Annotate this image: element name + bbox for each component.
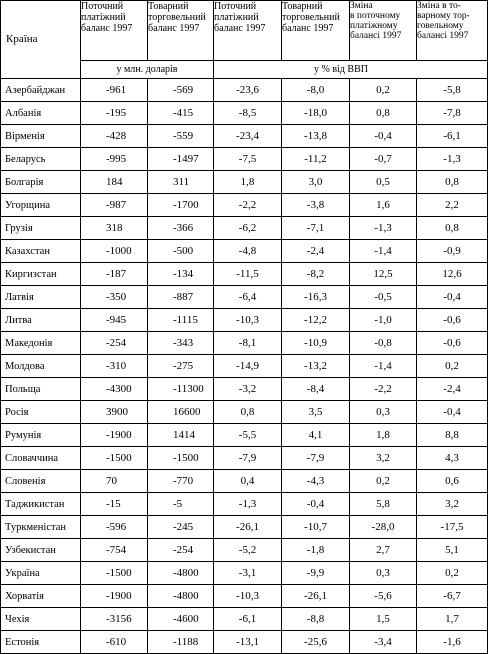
current-account-usd-cell: -754	[81, 539, 148, 562]
trade-balance-change-cell: 0,2	[417, 562, 488, 585]
table-row	[1, 125, 488, 148]
unit-gdp-label: у % від ВВП	[214, 61, 488, 79]
country-cell: Вірменія	[1, 125, 81, 148]
trade-balance-usd-cell: -275	[148, 355, 214, 378]
trade-balance-gdp-cell: 3,0	[282, 171, 350, 194]
country-cell: Україна	[1, 562, 81, 585]
country-cell: Азербайджан	[1, 79, 81, 102]
current-account-change-cell: -0,4	[350, 125, 417, 148]
table-row	[1, 562, 488, 585]
trade-balance-gdp-cell: -13,8	[282, 125, 350, 148]
current-account-gdp-cell: 1,8	[214, 171, 282, 194]
trade-balance-change-cell: 0,2	[417, 355, 488, 378]
trade-balance-change-cell: 3,2	[417, 493, 488, 516]
country-cell: Болгарія	[1, 171, 81, 194]
trade-balance-gdp-cell: -16,3	[282, 286, 350, 309]
table-row	[1, 631, 488, 654]
trade-balance-usd-cell: -1188	[148, 631, 214, 654]
table-row	[1, 355, 488, 378]
trade-balance-usd-cell: -4800	[148, 562, 214, 585]
current-account-change-cell: 1,6	[350, 194, 417, 217]
current-account-usd-cell: -945	[81, 309, 148, 332]
current-account-change-cell: 0,2	[350, 470, 417, 493]
trade-balance-gdp-cell: -4,3	[282, 470, 350, 493]
current-account-gdp-cell: -8,5	[214, 102, 282, 125]
country-cell: Польща	[1, 378, 81, 401]
current-account-usd-cell: 70	[81, 470, 148, 493]
trade-balance-change-cell: -1,6	[417, 631, 488, 654]
table-row	[1, 493, 488, 516]
trade-balance-gdp-cell: -13,2	[282, 355, 350, 378]
country-cell: Македонія	[1, 332, 81, 355]
current-account-gdp-cell: -3,1	[214, 562, 282, 585]
current-account-change-cell: -0,8	[350, 332, 417, 355]
trade-balance-change-cell: 4,3	[417, 447, 488, 470]
country-cell: Литва	[1, 309, 81, 332]
trade-balance-gdp-cell: -26,1	[282, 585, 350, 608]
table-row	[1, 79, 488, 102]
current-account-usd-cell: -428	[81, 125, 148, 148]
current-account-gdp-cell: -23,4	[214, 125, 282, 148]
country-cell: Беларусь	[1, 148, 81, 171]
current-account-change-cell: 3,2	[350, 447, 417, 470]
trade-balance-usd-cell: -887	[148, 286, 214, 309]
current-account-change-cell: 5,8	[350, 493, 417, 516]
trade-balance-gdp-cell: -0,4	[282, 493, 350, 516]
current-account-usd-cell: -187	[81, 263, 148, 286]
trade-balance-usd-cell: -4600	[148, 608, 214, 631]
current-account-usd-cell: -1500	[81, 447, 148, 470]
current-account-change-cell: 0,8	[350, 102, 417, 125]
current-account-gdp-cell: -7,9	[214, 447, 282, 470]
trade-balance-change-cell: -0,6	[417, 332, 488, 355]
current-account-usd-cell: -4300	[81, 378, 148, 401]
table-row	[1, 102, 488, 125]
trade-balance-change-cell: 0,8	[417, 171, 488, 194]
country-cell: Грузія	[1, 217, 81, 240]
current-account-gdp-cell: -10,3	[214, 585, 282, 608]
current-account-change-cell: 12,5	[350, 263, 417, 286]
current-account-gdp-cell: -2,2	[214, 194, 282, 217]
trade-balance-gdp-cell: -8,0	[282, 79, 350, 102]
current-account-change-cell: -1,4	[350, 355, 417, 378]
trade-balance-change-cell: -6,1	[417, 125, 488, 148]
current-account-usd-cell: -310	[81, 355, 148, 378]
current-account-gdp-cell: 0,4	[214, 470, 282, 493]
country-cell: Хорватія	[1, 585, 81, 608]
trade-balance-change-cell: -17,5	[417, 516, 488, 539]
table-row	[1, 516, 488, 539]
country-cell: Казахстан	[1, 240, 81, 263]
current-account-usd-cell: -3156	[81, 608, 148, 631]
current-account-usd-cell: -1900	[81, 424, 148, 447]
trade-balance-usd-cell: -4800	[148, 585, 214, 608]
trade-balance-usd-cell: -1500	[148, 447, 214, 470]
country-column-header: Країна	[1, 1, 81, 79]
table-row	[1, 585, 488, 608]
current-account-change-cell: -5,6	[350, 585, 417, 608]
country-cell: Киргизстан	[1, 263, 81, 286]
current-account-change-cell: 0,5	[350, 171, 417, 194]
current-account-gdp-cell: -1,3	[214, 493, 282, 516]
current-account-change-cell: -0,7	[350, 148, 417, 171]
current-account-change-cell: -28,0	[350, 516, 417, 539]
trade-balance-gdp-cell: -8,8	[282, 608, 350, 631]
trade-balance-usd-cell: -559	[148, 125, 214, 148]
trade-balance-usd-cell: -1700	[148, 194, 214, 217]
trade-balance-change-cell: -5,8	[417, 79, 488, 102]
current-account-gdp-header: Поточний платіжний баланс 1997	[214, 1, 282, 61]
table-row	[1, 263, 488, 286]
current-account-usd-cell: -350	[81, 286, 148, 309]
country-cell: Латвія	[1, 286, 81, 309]
table-row	[1, 424, 488, 447]
current-account-change-cell: 1,8	[350, 424, 417, 447]
table-row	[1, 286, 488, 309]
trade-balance-usd-cell: -5	[148, 493, 214, 516]
trade-balance-change-cell: -2,4	[417, 378, 488, 401]
current-account-gdp-cell: -5,5	[214, 424, 282, 447]
current-account-usd-cell: -987	[81, 194, 148, 217]
trade-balance-usd-cell: -343	[148, 332, 214, 355]
country-cell: Молдова	[1, 355, 81, 378]
current-account-usd-cell: -1900	[81, 585, 148, 608]
current-account-gdp-cell: -6,4	[214, 286, 282, 309]
current-account-change-cell: -1,4	[350, 240, 417, 263]
trade-balance-change-cell: -0,9	[417, 240, 488, 263]
trade-balance-gdp-cell: -9,9	[282, 562, 350, 585]
trade-balance-usd-cell: -134	[148, 263, 214, 286]
current-account-usd-cell: 318	[81, 217, 148, 240]
trade-balance-gdp-cell: 4,1	[282, 424, 350, 447]
country-cell: Естонія	[1, 631, 81, 654]
trade-balance-gdp-cell: -25,6	[282, 631, 350, 654]
trade-balance-gdp-cell: -11,2	[282, 148, 350, 171]
country-cell: Туркменістан	[1, 516, 81, 539]
current-account-gdp-cell: -26,1	[214, 516, 282, 539]
current-account-change-cell: 0,3	[350, 401, 417, 424]
table-row	[1, 148, 488, 171]
trade-balance-gdp-header: Товарний торговельний баланс 1997	[282, 1, 350, 61]
current-account-gdp-cell: -13,1	[214, 631, 282, 654]
trade-balance-gdp-cell: -2,4	[282, 240, 350, 263]
current-account-gdp-cell: -8,1	[214, 332, 282, 355]
table-row	[1, 470, 488, 493]
trade-balance-usd-cell: -366	[148, 217, 214, 240]
current-account-gdp-cell: -6,2	[214, 217, 282, 240]
current-account-change-cell: 0,2	[350, 79, 417, 102]
current-account-usd-cell: -596	[81, 516, 148, 539]
table-row	[1, 401, 488, 424]
trade-balance-usd-cell: 1414	[148, 424, 214, 447]
current-account-gdp-cell: 0,8	[214, 401, 282, 424]
trade-balance-change-cell: -0,6	[417, 309, 488, 332]
current-account-gdp-cell: -10,3	[214, 309, 282, 332]
trade-balance-usd-cell: -500	[148, 240, 214, 263]
country-cell: Словаччина	[1, 447, 81, 470]
current-account-change-cell: -3,4	[350, 631, 417, 654]
current-account-gdp-cell: -3,2	[214, 378, 282, 401]
current-account-usd-cell: -254	[81, 332, 148, 355]
trade-balance-change-cell: -0,4	[417, 401, 488, 424]
trade-balance-change-cell: -0,4	[417, 286, 488, 309]
current-account-usd-cell: -610	[81, 631, 148, 654]
trade-balance-usd-cell: -11300	[148, 378, 214, 401]
country-cell: Росія	[1, 401, 81, 424]
trade-balance-usd-cell: -1497	[148, 148, 214, 171]
header-row	[1, 1, 488, 61]
trade-balance-gdp-cell: -12,2	[282, 309, 350, 332]
trade-balance-gdp-cell: -10,7	[282, 516, 350, 539]
unit-usd-label: у млн. доларів	[81, 61, 214, 79]
trade-balance-usd-cell: -254	[148, 539, 214, 562]
current-account-usd-cell: -995	[81, 148, 148, 171]
table-row	[1, 332, 488, 355]
current-account-gdp-cell: -7,5	[214, 148, 282, 171]
current-account-usd-header: Поточний платіжний баланс 1997	[81, 1, 148, 61]
trade-balance-change-header: Зміна в то- варному тор- говельному балансі 1997	[417, 1, 488, 61]
current-account-gdp-cell: -6,1	[214, 608, 282, 631]
current-account-change-cell: 1,5	[350, 608, 417, 631]
current-account-gdp-cell: -11,5	[214, 263, 282, 286]
table-row	[1, 378, 488, 401]
current-account-usd-cell: -1000	[81, 240, 148, 263]
trade-balance-usd-cell: -569	[148, 79, 214, 102]
trade-balance-usd-cell: 16600	[148, 401, 214, 424]
current-account-gdp-cell: -14,9	[214, 355, 282, 378]
trade-balance-gdp-cell: -18,0	[282, 102, 350, 125]
trade-balance-usd-header: Товарний торговельний баланс 1997	[148, 1, 214, 61]
current-account-usd-cell: -1500	[81, 562, 148, 585]
trade-balance-change-cell: 2,2	[417, 194, 488, 217]
current-account-change-cell: -1,0	[350, 309, 417, 332]
trade-balance-change-cell: 0,6	[417, 470, 488, 493]
table-row	[1, 608, 488, 631]
trade-balance-gdp-cell: -10,9	[282, 332, 350, 355]
trade-balance-gdp-cell: -8,4	[282, 378, 350, 401]
trade-balance-change-cell: 1,7	[417, 608, 488, 631]
current-account-change-cell: -1,3	[350, 217, 417, 240]
table-row	[1, 194, 488, 217]
current-account-change-cell: 2,7	[350, 539, 417, 562]
table-row	[1, 539, 488, 562]
current-account-change-cell: 0,3	[350, 562, 417, 585]
trade-balance-change-cell: 12,6	[417, 263, 488, 286]
trade-balance-change-cell: 8,8	[417, 424, 488, 447]
table-row	[1, 171, 488, 194]
table-row	[1, 309, 488, 332]
table-row	[1, 447, 488, 470]
country-cell: Таджикистан	[1, 493, 81, 516]
trade-balance-usd-cell: -415	[148, 102, 214, 125]
country-cell: Румунія	[1, 424, 81, 447]
trade-balance-change-cell: -6,7	[417, 585, 488, 608]
current-account-gdp-cell: -23,6	[214, 79, 282, 102]
current-account-gdp-cell: -5,2	[214, 539, 282, 562]
trade-balance-change-cell: 5,1	[417, 539, 488, 562]
trade-balance-change-cell: 0,8	[417, 217, 488, 240]
current-account-change-cell: -0,5	[350, 286, 417, 309]
trade-balance-gdp-cell: 3,5	[282, 401, 350, 424]
current-account-usd-cell: -195	[81, 102, 148, 125]
trade-balance-gdp-cell: -3,8	[282, 194, 350, 217]
trade-balance-change-cell: -7,8	[417, 102, 488, 125]
trade-balance-usd-cell: -245	[148, 516, 214, 539]
country-cell: Узбекистан	[1, 539, 81, 562]
trade-balance-gdp-cell: -7,9	[282, 447, 350, 470]
country-cell: Чехія	[1, 608, 81, 631]
current-account-usd-cell: 184	[81, 171, 148, 194]
table-row	[1, 217, 488, 240]
current-account-usd-cell: -15	[81, 493, 148, 516]
country-cell: Албанія	[1, 102, 81, 125]
trade-balance-gdp-cell: -7,1	[282, 217, 350, 240]
country-cell: Угорщина	[1, 194, 81, 217]
current-account-change-header: Зміна в поточному платіжному балансі 1997	[350, 1, 417, 61]
current-account-gdp-cell: -4,8	[214, 240, 282, 263]
trade-balance-usd-cell: -770	[148, 470, 214, 493]
trade-balance-gdp-cell: -8,2	[282, 263, 350, 286]
trade-balance-usd-cell: 311	[148, 171, 214, 194]
current-account-change-cell: -2,2	[350, 378, 417, 401]
trade-balance-usd-cell: -1115	[148, 309, 214, 332]
table-row	[1, 240, 488, 263]
trade-balance-gdp-cell: -1,8	[282, 539, 350, 562]
current-account-usd-cell: 3900	[81, 401, 148, 424]
country-cell: Словенія	[1, 470, 81, 493]
current-account-usd-cell: -961	[81, 79, 148, 102]
trade-balance-change-cell: -1,3	[417, 148, 488, 171]
